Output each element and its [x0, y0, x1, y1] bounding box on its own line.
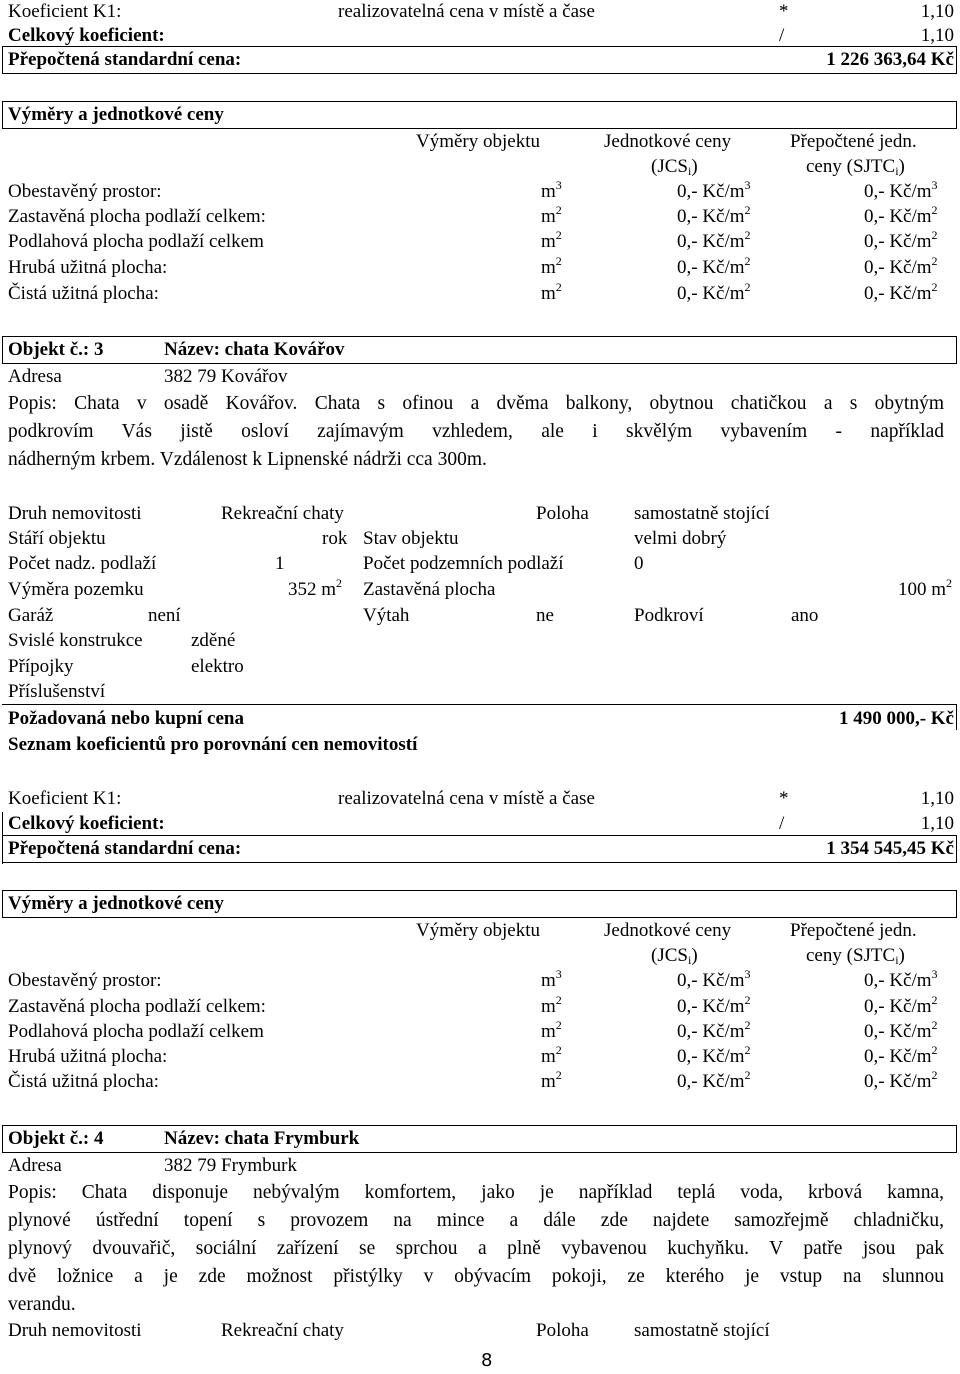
area-row-jcs: 0,- $Kč/m^2$	[677, 1018, 751, 1042]
object3-attic-value: ano	[791, 605, 819, 626]
object3-number: Objekt č.: 3	[8, 339, 104, 360]
col-recalc-header: Přepočtené jedn.	[790, 920, 917, 941]
col-recalc-subheader: ceny $(SJTC_i)$	[806, 156, 905, 178]
price-top-rule	[2, 704, 957, 705]
object3-connections-value: elektro	[191, 656, 244, 677]
object3-lift-value: ne	[536, 605, 554, 626]
object3-header-box	[2, 336, 957, 364]
object4-position-label: Poloha	[536, 1320, 589, 1341]
area-row-unit: $m^2$	[541, 1068, 562, 1092]
object3-name: Název: chata Kovářov	[164, 339, 345, 360]
std-price-label: Přepočtená standardní cena:	[8, 49, 242, 70]
object4-number: Objekt č.: 4	[8, 1128, 104, 1149]
area-row-sjtc: 0,- $Kč/m^2$	[864, 1043, 938, 1067]
object3-address-label: Adresa	[8, 366, 62, 387]
area-row-jcs: 0,- $Kč/m^2$	[677, 228, 751, 252]
object4-description: Popis: Chata disponuje nebývalým komfortem, jako je například teplá voda, krbová kamna, plynové ústřední topení s provozem na mince a dále zde najdete samozřejmě chladničku, plynový dvouvařič, sociální zařízení se sprchou a plně vybavenou kuchyňku. V patře jsou pak dvě ložnice a je zde možnost přistýlky v obývacím pokoji, ze kterého je vstup na slunnou verandu.	[8, 1182, 944, 1315]
col-unit-price-subheader: $(JCS_i)$	[651, 156, 698, 178]
col-areas-header: Výměry objektu	[416, 131, 541, 152]
col-areas-header: Výměry objektu	[416, 920, 541, 941]
area-row-label: Obestavěný prostor:	[8, 181, 162, 202]
price-right-rule	[956, 704, 957, 730]
area-row-unit: $m^2$	[541, 993, 562, 1017]
k1-value: 1,10	[920, 788, 954, 809]
area-row-label: Hrubá užitná plocha:	[8, 257, 168, 278]
col-recalc-header: Přepočtené jedn.	[790, 131, 917, 152]
area-row-jcs: 0,- $Kč/m^3$	[677, 178, 751, 202]
total-coef-operator: /	[779, 25, 785, 46]
object3-connections-label: Přípojky	[8, 656, 74, 677]
object4-address: 382 79 Frymburk	[164, 1155, 297, 1176]
area-row-label: Čistá užitná plocha:	[8, 1071, 159, 1092]
object4-type-value: Rekreační chaty	[221, 1320, 344, 1341]
area-row-sjtc: 0,- $Kč/m^2$	[864, 280, 938, 304]
area-row-jcs: 0,- $Kč/m^3$	[677, 967, 751, 991]
coefficients-list-title: Seznam koeficientů pro porovnání cen nemovitostí	[8, 734, 418, 755]
object4-type-label: Druh nemovitosti	[8, 1320, 142, 1341]
area-row-label: Čistá užitná plocha:	[8, 283, 159, 304]
object4-address-label: Adresa	[8, 1155, 62, 1176]
col-unit-price-header: Jednotkové ceny	[604, 920, 732, 941]
object4-position-value: samostatně stojící	[634, 1320, 770, 1341]
area-row-jcs: 0,- $Kč/m^2$	[677, 993, 751, 1017]
col-unit-price-subheader: $(JCS_i)$	[651, 945, 698, 967]
area-row-unit: $m^2$	[541, 1043, 562, 1067]
object3-built-label: Zastavěná plocha	[363, 579, 496, 600]
area-row-sjtc: 0,- $Kč/m^2$	[864, 1018, 938, 1042]
area-row-sjtc: 0,- $Kč/m^2$	[864, 228, 938, 252]
object3-state-value: velmi dobrý	[634, 528, 727, 549]
area-row-label: Zastavěná plocha podlaží celkem:	[8, 996, 266, 1017]
col-recalc-subheader: ceny $(SJTC_i)$	[806, 945, 905, 967]
total-coef-label: Celkový koeficient:	[8, 25, 165, 46]
k1-operator: *	[779, 788, 789, 809]
area-row-jcs: 0,- $Kč/m^2$	[677, 203, 751, 227]
area-row-label: Obestavěný prostor:	[8, 970, 162, 991]
area-row-label: Podlahová plocha podlaží celkem	[8, 231, 264, 252]
object3-underground-value: 0	[634, 553, 644, 574]
page-number: 8	[481, 1350, 493, 1371]
object3-age-label: Stáří objektu	[8, 528, 106, 549]
object3-address: 382 79 Kovářov	[164, 366, 288, 387]
k1-description: realizovatelná cena v místě a čase	[338, 1, 595, 22]
object3-underground-label: Počet podzemních podlaží	[363, 553, 564, 574]
area-row-unit: $m^2$	[541, 203, 562, 227]
object3-accessories-label: Příslušenství	[8, 681, 106, 702]
std-price-value: 1 226 363,64 Kč	[826, 49, 954, 70]
object4-header-box	[2, 1125, 957, 1153]
std-price-label: Přepočtená standardní cena:	[8, 838, 242, 859]
k1-description: realizovatelná cena v místě a čase	[338, 788, 595, 809]
area-row-unit: $m^3$	[541, 178, 562, 202]
object3-description: Popis: Chata v osadě Kovářov. Chata s ofinou a dvěma balkony, obytnou chatičkou a s obytným podkrovím Vás jistě osloví zajímavým vzhledem, ale i skvělým vybavením - například nádherným krbem. Vzdálenost k Lipnenské nádrži cca 300m.	[8, 393, 944, 470]
areas-title: Výměry a jednotkové ceny	[8, 893, 224, 914]
object3-age-unit: rok	[322, 528, 348, 549]
object3-walls-value: zděné	[191, 630, 236, 651]
total-coef-value: 1,10	[920, 25, 954, 46]
object3-built-value: 100 $m^2$	[897, 576, 952, 600]
object3-walls-label: Svislé konstrukce	[8, 630, 143, 651]
k1-value: 1,10	[920, 1, 954, 22]
total-coef-label: Celkový koeficient:	[8, 813, 165, 834]
area-row-jcs: 0,- $Kč/m^2$	[677, 254, 751, 278]
col-unit-price-header: Jednotkové ceny	[604, 131, 732, 152]
area-row-jcs: 0,- $Kč/m^2$	[677, 1068, 751, 1092]
object3-garage-value: není	[148, 605, 181, 626]
area-row-unit: $m^2$	[541, 228, 562, 252]
total-coef-value: 1,10	[920, 813, 954, 834]
object4-name: Název: chata Frymburk	[164, 1128, 360, 1149]
object3-state-label: Stav objektu	[363, 528, 459, 549]
area-row-label: Zastavěná plocha podlaží celkem:	[8, 206, 266, 227]
area-row-sjtc: 0,- $Kč/m^3$	[864, 178, 938, 202]
object3-attic-label: Podkroví	[634, 605, 704, 626]
object3-type-label: Druh nemovitosti	[8, 503, 142, 524]
area-row-unit: $m^3$	[541, 967, 562, 991]
area-row-sjtc: 0,- $Kč/m^3$	[864, 967, 938, 991]
object3-lift-label: Výtah	[363, 605, 410, 626]
object3-plot-value: 352 $m^2$	[288, 576, 343, 600]
object3-position-value: samostatně stojící	[634, 503, 770, 524]
area-row-sjtc: 0,- $Kč/m^2$	[864, 203, 938, 227]
areas-title: Výměry a jednotkové ceny	[8, 104, 224, 125]
k1-label: Koeficient K1:	[8, 788, 122, 809]
k1-label: Koeficient K1:	[8, 1, 122, 22]
area-row-unit: $m^2$	[541, 280, 562, 304]
object3-price-value: 1 490 000,- Kč	[838, 708, 954, 729]
k1-operator: *	[779, 1, 789, 22]
area-row-jcs: 0,- $Kč/m^2$	[677, 1043, 751, 1067]
area-row-unit: $m^2$	[541, 1018, 562, 1042]
area-row-sjtc: 0,- $Kč/m^2$	[864, 993, 938, 1017]
object3-floors-value: 1	[275, 553, 285, 574]
area-row-jcs: 0,- $Kč/m^2$	[677, 280, 751, 304]
area-row-sjtc: 0,- $Kč/m^2$	[864, 254, 938, 278]
object3-plot-label: Výměra pozemku	[8, 579, 144, 600]
area-row-sjtc: 0,- $Kč/m^2$	[864, 1068, 938, 1092]
object3-type-value: Rekreační chaty	[221, 503, 344, 524]
total-coef-operator: /	[779, 813, 785, 834]
object3-price-label: Požadovaná nebo kupní cena	[8, 708, 244, 729]
object3-floors-label: Počet nadz. podlaží	[8, 553, 157, 574]
object3-position-label: Poloha	[536, 503, 589, 524]
object3-garage-label: Garáž	[8, 605, 54, 626]
area-row-label: Hrubá užitná plocha:	[8, 1046, 168, 1067]
area-row-unit: $m^2$	[541, 254, 562, 278]
area-row-label: Podlahová plocha podlaží celkem	[8, 1021, 264, 1042]
std-price-value: 1 354 545,45 Kč	[826, 838, 954, 859]
